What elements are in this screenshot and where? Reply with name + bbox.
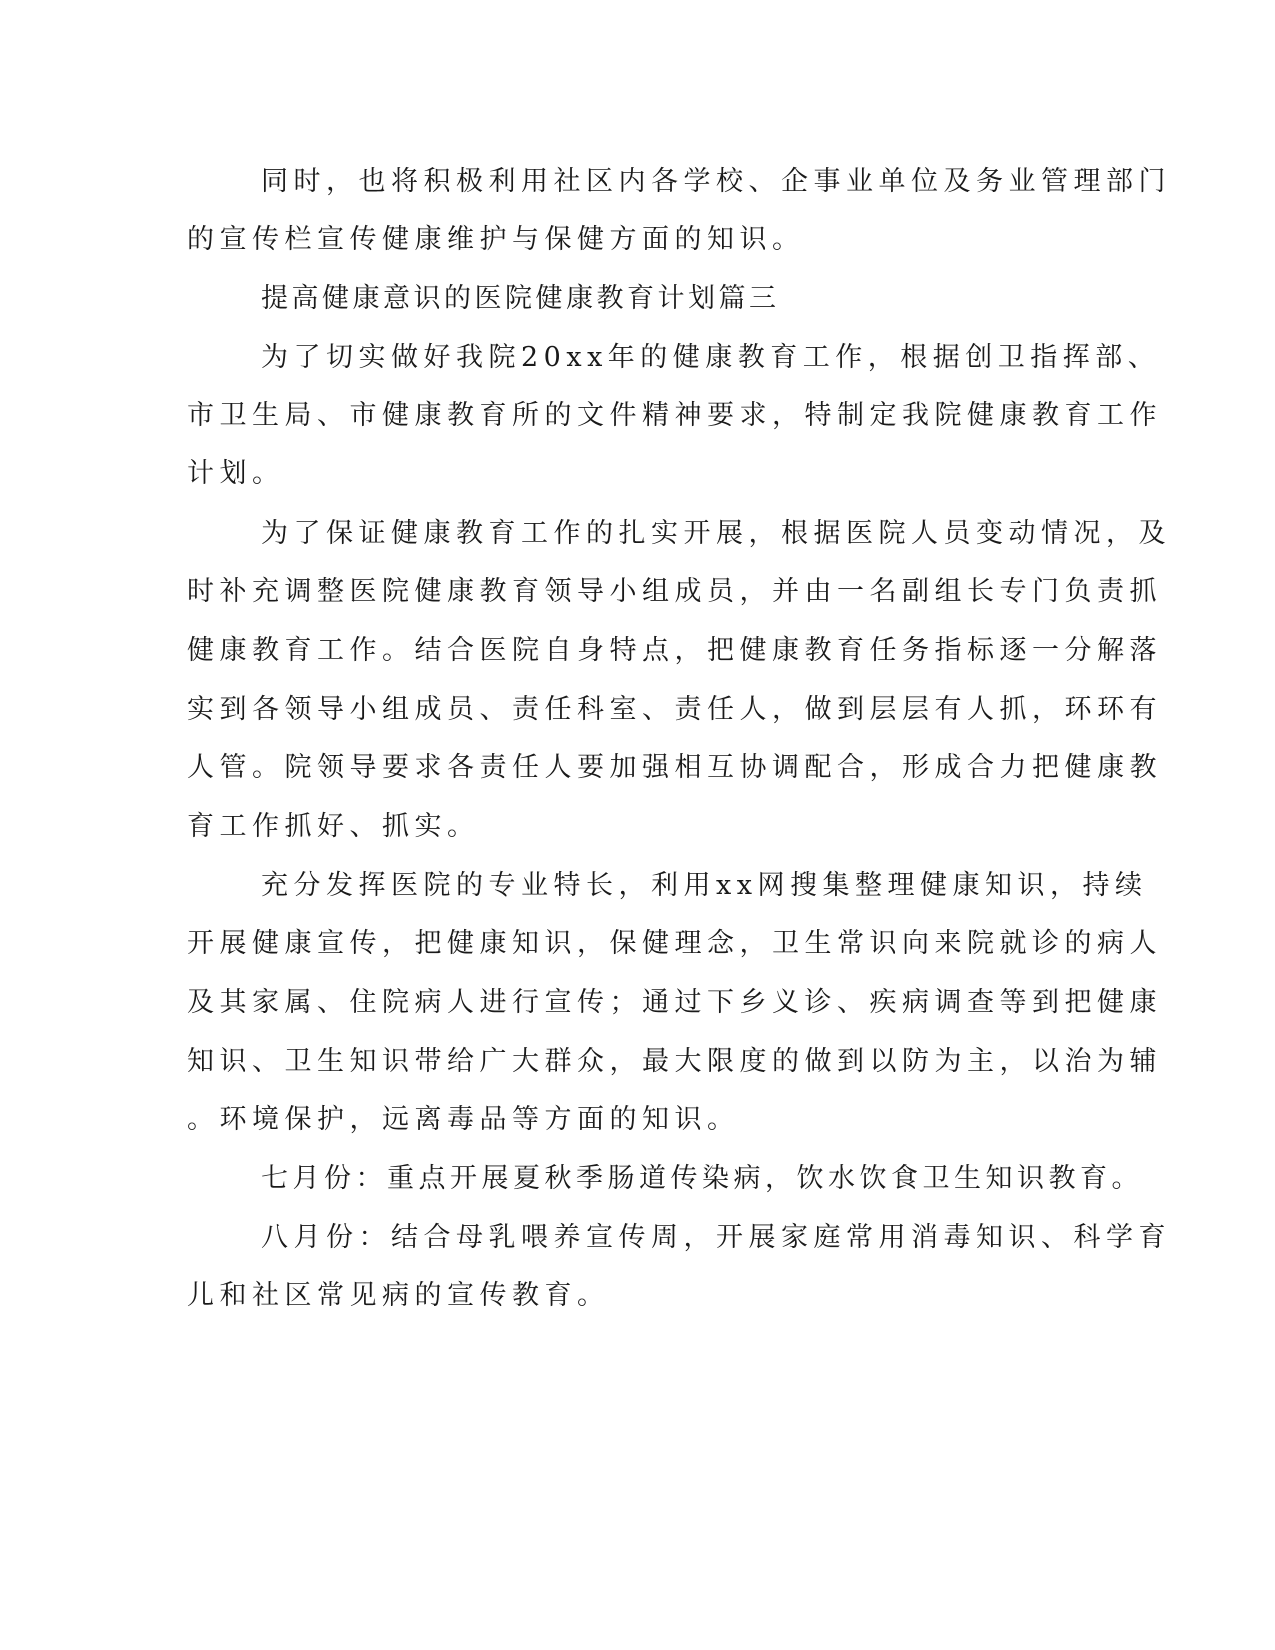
paragraph-line: 同时，也将积极利用社区内各学校、企事业单位及务业管理部门 [261,166,1171,197]
paragraph-line: 充分发挥医院的专业特长，利用xx网搜集整理健康知识，持续 [261,870,1148,901]
paragraph-line: 健康教育工作。结合医院自身特点，把健康教育任务指标逐一分解落 [187,635,1162,666]
paragraph-line: 儿和社区常见病的宣传教育。 [187,1280,610,1311]
paragraph-line: 计划。 [187,458,285,489]
paragraph-line: 为了切实做好我院20xx年的健康教育工作，根据创卫指挥部、 [261,342,1161,373]
section-heading: 提高健康意识的医院健康教育计划篇三 [261,283,780,314]
paragraph-line: 开展健康宣传，把健康知识，保健理念，卫生常识向来院就诊的病人 [187,928,1162,959]
paragraph-line: 知识、卫生知识带给广大群众，最大限度的做到以防为主，以治为辅 [187,1046,1162,1077]
paragraph-line: 时补充调整医院健康教育领导小组成员，并由一名副组长专门负责抓 [187,576,1162,607]
paragraph-line: 人管。院领导要求各责任人要加强相互协调配合，形成合力把健康教 [187,752,1162,783]
paragraph-line: 。环境保护，远离毒品等方面的知识。 [187,1104,740,1135]
paragraph-line: 实到各领导小组成员、责任科室、责任人，做到层层有人抓，环环有 [187,694,1162,725]
paragraph-line: 的宣传栏宣传健康维护与保健方面的知识。 [187,224,805,255]
paragraph-line: 八月份：结合母乳喂养宣传周，开展家庭常用消毒知识、科学育 [261,1222,1171,1253]
paragraph-line: 育工作抓好、抓实。 [187,811,480,842]
paragraph-line: 市卫生局、市健康教育所的文件精神要求，特制定我院健康教育工作 [187,400,1162,431]
paragraph-line: 及其家属、住院病人进行宣传；通过下乡义诊、疾病调查等到把健康 [187,987,1162,1018]
paragraph-line: 为了保证健康教育工作的扎实开展，根据医院人员变动情况，及 [261,518,1171,549]
paragraph-line: 七月份：重点开展夏秋季肠道传染病，饮水饮食卫生知识教育。 [261,1163,1143,1194]
